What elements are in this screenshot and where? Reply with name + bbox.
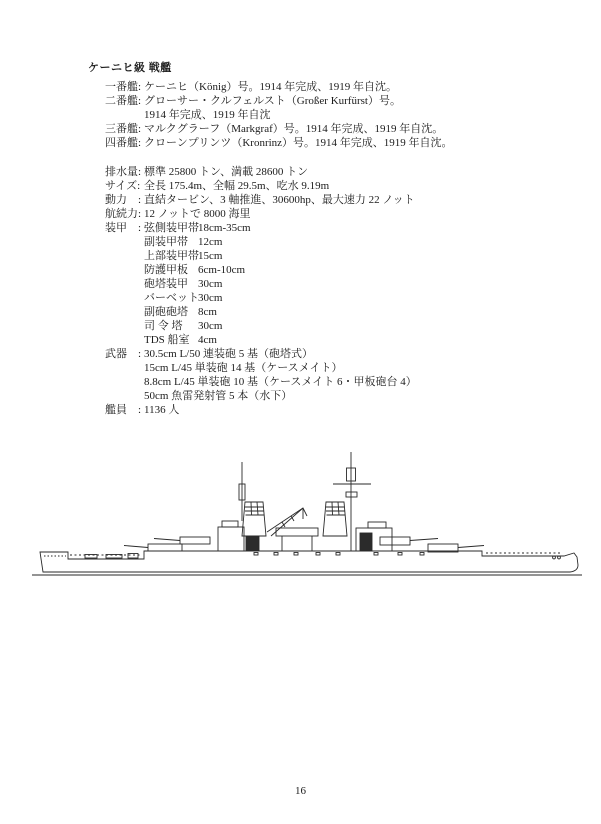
armor-item-name: 防護甲板: [144, 264, 188, 276]
spec-label: 動力 :: [105, 194, 142, 206]
spec-line: [105, 165, 568, 179]
armor-item-value: 18cm-35cm: [198, 222, 251, 234]
armor-item-name: バーベット: [144, 292, 199, 304]
ship-text: 1914 年完成、1919 年自沈: [144, 109, 271, 121]
armor-line: [144, 277, 568, 291]
armor-item-value: 15cm: [198, 250, 223, 262]
armor-item-value: 4cm: [198, 334, 217, 346]
armor-item-name: 副装甲帯: [144, 236, 188, 248]
armor-item-value: 6cm-10cm: [198, 264, 246, 276]
ship-ordinal: 四番艦:: [105, 137, 142, 149]
ship-line-continuation: [144, 108, 568, 122]
spec-line: [105, 193, 568, 207]
ship-list: [105, 80, 568, 150]
page-title: ケーニヒ級 戦艦: [88, 62, 172, 74]
crew-value: 1136 人: [144, 404, 180, 416]
armor-line: [144, 319, 568, 333]
armor-item-value: 30cm: [198, 320, 223, 332]
armor-item-value: 30cm: [198, 292, 223, 304]
ship-text: ケーニヒ（König）号。1914 年完成、1919 年自沈。: [144, 81, 397, 93]
armor-line: [144, 249, 568, 263]
page-number: 16: [295, 785, 306, 797]
battleship-profile-drawing-icon: [30, 448, 585, 583]
spec-value: 標準 25800 トン、満載 28600 トン: [144, 166, 309, 178]
armor-section-label: 装甲 :: [105, 222, 142, 234]
spec-value: 12 ノットで 8000 海里: [144, 208, 251, 220]
ship-ordinal: 一番艦:: [105, 81, 142, 93]
weapons-line: [144, 389, 568, 403]
spec-label: 航続力:: [105, 208, 142, 220]
weapon-item: 30.5cm L/50 連装砲 5 基（砲塔式）: [144, 348, 313, 360]
ship-ordinal: 二番艦:: [105, 95, 142, 107]
spec-line: [105, 179, 568, 193]
spec-list: [105, 165, 568, 417]
weapon-item: 50cm 魚雷発射管 5 本（水下）: [144, 390, 293, 402]
armor-item-name: 上部装甲帯: [144, 250, 199, 262]
weapons-section-label: 武器 :: [105, 348, 142, 360]
spec-line: [105, 207, 568, 221]
ship-line: [105, 94, 568, 108]
blank-line: [88, 150, 568, 165]
armor-item-name: 砲塔装甲: [144, 278, 188, 290]
ship-text: マルクグラーフ（Markgraf）号。1914 年完成、1919 年自沈。: [144, 123, 444, 135]
weapons-line: [144, 361, 568, 375]
ship-text: グローサー・クルフェルスト（Großer Kurfürst）号。: [144, 95, 401, 107]
ship-line: [105, 122, 568, 136]
armor-item-value: 30cm: [198, 278, 223, 290]
ship-line: [105, 136, 568, 150]
spec-sheet: [88, 61, 568, 417]
spec-label: サイズ:: [105, 180, 141, 192]
armor-line: [105, 221, 568, 235]
crew-label: 艦員 :: [105, 404, 142, 416]
armor-line: [144, 291, 568, 305]
armor-line: [144, 333, 568, 347]
spec-value: 直結タービン、3 軸推進、30600hp、最大速力 22 ノット: [144, 194, 415, 206]
weapon-item: 15cm L/45 単装砲 14 基（ケースメイト）: [144, 362, 343, 374]
ship-text: クローンプリンツ（Kronrinz）号。1914 年完成、1919 年自沈。: [144, 137, 453, 149]
armor-item-name: TDS 船室: [144, 334, 190, 346]
armor-item-name: 副砲砲塔: [144, 306, 188, 318]
armor-item-name: 司 令 塔: [144, 320, 183, 332]
crew-line: [105, 403, 568, 417]
weapons-line: [144, 375, 568, 389]
ship-line: [105, 80, 568, 94]
armor-item-value: 8cm: [198, 306, 217, 318]
armor-line: [144, 263, 568, 277]
spec-label: 排水量:: [105, 166, 142, 178]
armor-line: [144, 305, 568, 319]
ship-ordinal: 三番艦:: [105, 123, 142, 135]
armor-item-name: 弦側装甲帯: [144, 222, 199, 234]
spec-value: 全長 175.4m、全幅 29.5m、吃水 9.19m: [144, 180, 330, 192]
armor-line: [144, 235, 568, 249]
weapon-item: 8.8cm L/45 単装砲 10 基（ケースメイト 6・甲板砲台 4）: [144, 376, 417, 388]
weapons-line: [105, 347, 568, 361]
armor-item-value: 12cm: [198, 236, 223, 248]
